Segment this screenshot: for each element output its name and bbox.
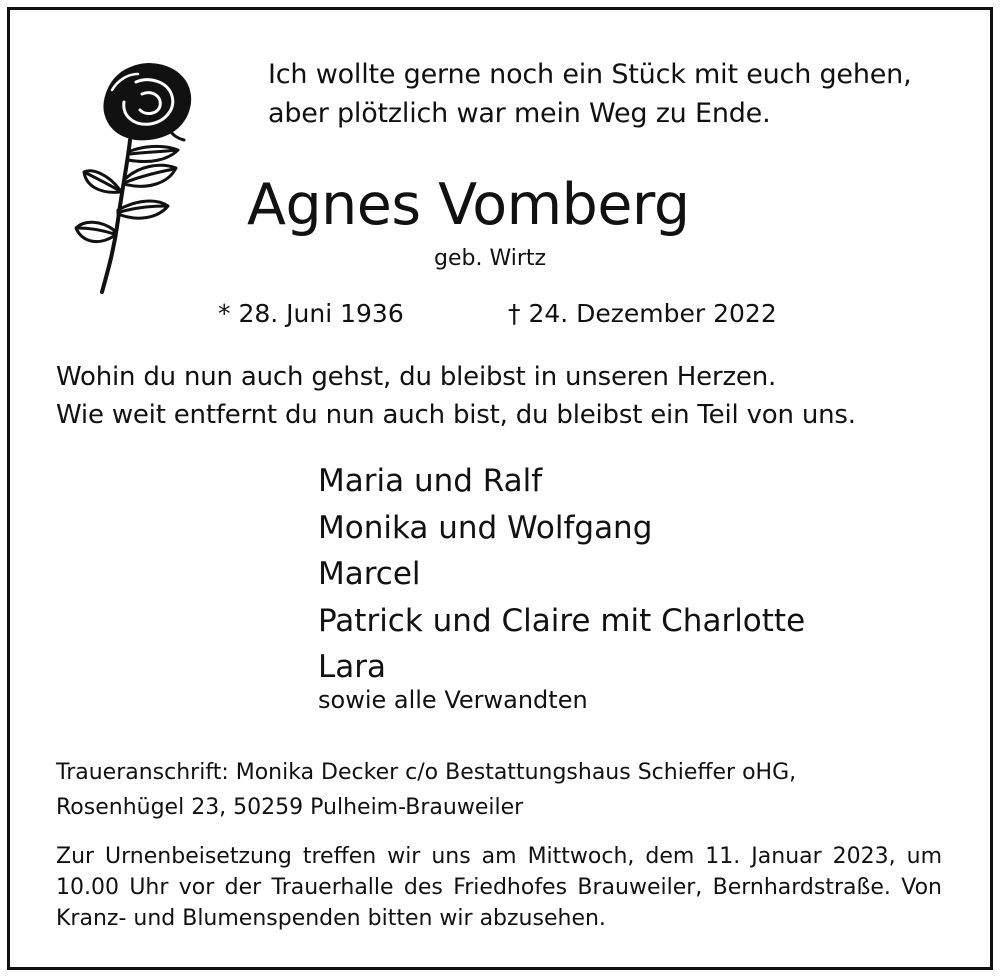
mourner-entry: Maria und Ralf xyxy=(318,463,543,499)
address-line: Traueranschrift: Monika Decker c/o Bestattungshaus Schieffer oHG, xyxy=(56,760,797,785)
mourner-entry: Lara xyxy=(318,649,387,685)
address-line: Rosenhügel 23, 50259 Pulheim-Brauweiler xyxy=(56,795,524,820)
mourners-list xyxy=(318,458,805,691)
death-date: † 24. Dezember 2022 xyxy=(508,299,777,328)
rose-icon xyxy=(72,60,202,295)
birth-date: * 28. Juni 1936 xyxy=(218,299,404,328)
mourning-address xyxy=(56,755,796,825)
opening-quote xyxy=(268,55,911,133)
quote-line: aber plötzlich war mein Weg zu Ende. xyxy=(268,98,771,129)
memorial-verse xyxy=(56,358,856,434)
verse-line: Wie weit entfernt du nun auch bist, du bleibst ein Teil von uns. xyxy=(56,400,856,430)
quote-line: Ich wollte gerne noch ein Stück mit euch gehen, xyxy=(268,59,912,90)
verse-line: Wohin du nun auch gehst, du bleibst in unseren Herzen. xyxy=(56,362,777,392)
mourner-entry: Marcel xyxy=(318,556,421,592)
life-dates xyxy=(218,297,777,331)
mourner-entry: Patrick und Claire mit Charlotte xyxy=(318,602,806,639)
relatives-line: sowie alle Verwandten xyxy=(318,686,588,714)
mourner-entry: Monika und Wolfgang xyxy=(318,509,653,546)
deceased-name: Agnes Vomberg xyxy=(247,172,690,238)
service-information: Zur Urnenbeisetzung treffen wir uns am Mittwoch, dem 11. Januar 2023, um 10.00 Uhr vor der Trauerhalle des Friedhofes Brauweiler, Bernhardstraße. Von Kranz- und Blumenspenden bitten wir abzusehen. xyxy=(56,844,942,931)
maiden-name: geb. Wirtz xyxy=(434,246,547,271)
